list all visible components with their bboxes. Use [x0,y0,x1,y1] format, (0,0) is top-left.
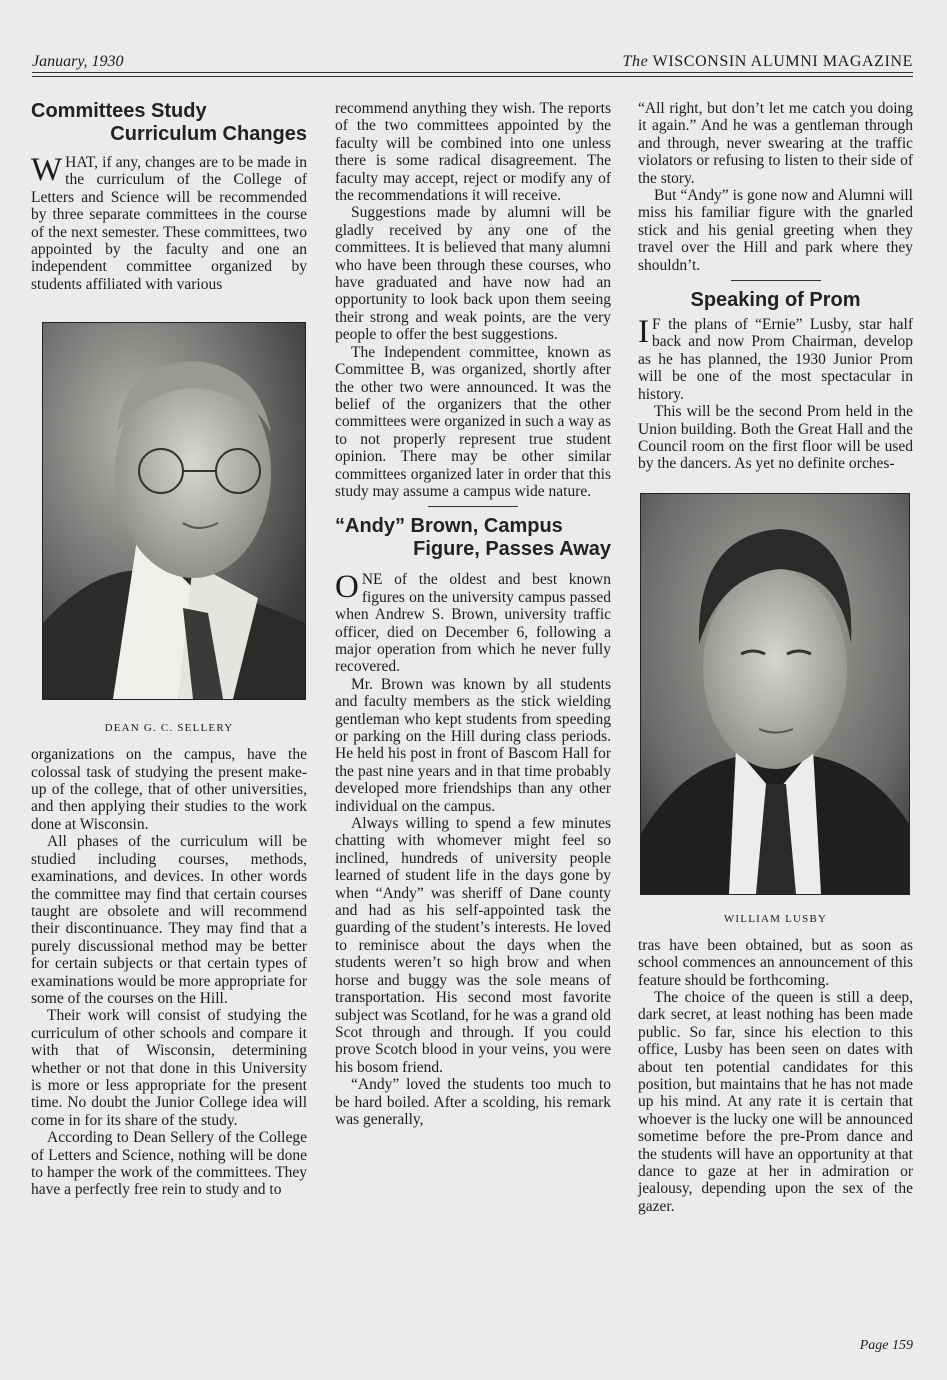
magazine-name-the: The [622,53,649,70]
article2-paragraph-2: Mr. Brown was known by all students and faculty members as the stick wielding gentleman who kept students from speeding or parking on the Hill during class periods. He held his post in front of Bascom Hall for the past nine years and in that time probably developed more friendships than any other individual on the campus. [335,675,611,815]
article2-title-line2: Figure, Passes Away [413,538,611,561]
photo-caption-sellery: DEAN G. C. SELLERY [104,722,234,735]
article1-paragraph-6: The Independent committee, known as Committee B, was organized, shortly after the other two were announced. It was the belief of the organizers that the other committees were organized in such a way as to not properly represent true student opinion. There may be other similar committees organized later in order that this study may assume a campus wide nature. [335,343,611,500]
article1-title-line2: Curriculum Changes [110,123,307,145]
article1-paragraph-1: WHAT, if any, changes are to be made in the curriculum of the College of Letters and Science will be recommended by three separate committees in the course of the next semester. These committees, two appointed by the faculty and one an independent committee organized by students affiliated with various [31,152,307,293]
article3-paragraph-3: The choice of the queen is still a deep, dark secret, at least nothing has been made public. So far, since his election to this office, Lusby has been seen on dates with about ten potential candidates for this position, but maintains that he has not made up his mind. At any rate it is certain that whoever is the lucky one will be announced sometime before the pre-Prom dance and the students will have an opportunity at that dance to gaze at her in admiration or jealousy, depending upon the sex of the gazer. [638,988,913,1215]
article3-paragraph-2: This will be the second Prom held in the Union building. Both the Great Hall and the Council room on the first floor will be used by the dancers. As yet no definite orches- [638,403,913,473]
article3-paragraph-1: I F the plans of “Ernie” Lusby, star half back and now Prom Chairman, develop as he has planned, the 1930 Junior Prom will be one of the most spectacular in history. [638,314,913,403]
photo-caption-lusby: WILLIAM LUSBY [723,912,828,925]
header-rule [32,72,913,73]
article3-paragraph-2-continued: tras have been obtained, but as soon as school commences an announcement of this feature should be forthcoming. [638,936,913,989]
article2-paragraph-1: ONE of the oldest and best known figures on the university campus passed when Andrew S. Brown, university traffic officer, died on December 6, following a major operation from which he never fully recovered. [335,569,611,676]
column-2 [335,100,611,1128]
article2-paragraph-4: “Andy” loved the students too much to be hard boiled. After a scolding, his remark was generally, [335,1076,611,1128]
column-3 [638,100,913,1215]
magazine-name-title: WISCONSIN ALUMNI MAGAZINE [652,53,913,70]
section-divider [428,506,518,507]
portrait-william-lusby [641,494,909,894]
page-number: Page 159 [859,1338,913,1353]
article2-paragraph-5: But “Andy” is gone now and Alumni will miss his familiar figure with the gnarled stick and his genial greeting when they travel over the Hill and park where they shouldn’t. [638,187,913,274]
photo-william-lusby [640,493,910,895]
article1-paragraph-2: All phases of the curriculum will be studied including courses, methods, examinations, and devices. In other words the committee may find that certain courses taught are obsolete and will recommend their discontinuance. They may find that a purely discussional method may be better for certain subjects or that certain types of examinations would be more appropriate for some of the courses on the Hill. [31,833,307,1007]
article1-paragraph-3: Their work will consist of studying the curriculum of other schools and compare it with that of Wisconsin, determining whether or not that done in this University is more or less appropriate for the present time. No doubt the Junior College idea will come in for its share of the study. [31,1007,307,1129]
issue-date: January, 1930 [32,53,124,70]
article3-title: Speaking of Prom [690,289,861,312]
drop-cap: W [31,152,63,188]
article2-title-line1: “Andy” Brown, Campus [335,515,563,538]
header-rule-thin [32,76,913,77]
portrait-dean-sellery [43,323,305,699]
column-1 [31,100,307,1199]
magazine-name [623,53,913,71]
article2-paragraph-3: Always willing to spend a few minutes chatting with whomever might feel so inclined, hundreds of university people learned of student life in the days gone by when “Andy” was sheriff of Dane county and had as his self-appointed task the guarding of the student’s interests. He loved to reminisce about the days when the students weren’t so high brow and when horse and buggy was the sole means of transportation. His second most favorite subject was Scotland, for he was a grand old Scot through and through. If you could prove Scotch blood in your veins, you were his bosom friend. [335,815,611,1076]
article1-paragraph-4: According to Dean Sellery of the College of Letters and Science, nothing will be done to hamper the work of the committees. They have a perfectly free rein to study and to [31,1129,307,1199]
article1-title-line1: Committees Study [31,100,207,122]
photo-dean-sellery [42,322,306,700]
article1-paragraph-1-continued: organizations on the campus, have the colossal task of studying the present make-up of the college, that of other universities, and then applying their studies to the work done at Wisconsin. [31,746,307,833]
section-divider [731,280,821,281]
drop-cap: I [638,314,649,351]
running-header [32,48,913,74]
drop-cap: O [335,569,359,606]
article1-paragraph-4-continued: recommend anything they wish. The reports of the two committees appointed by the faculty will be combined into one unless there is some radical disagreement. The faculty may accept, reject or modify any of the recommendations it will receive. [335,100,611,205]
article2-paragraph-4-continued: “All right, but don’t let me catch you doing it again.” And he was a gentleman through and through, never swearing at the traffic violators or refusing to listen to their side of the story. [638,100,913,187]
article1-paragraph-5: Suggestions made by alumni will be gladly received by any one of the committees. It is believed that many alumni who have been through these courses, who have graduated and have now had an opportunity to look back upon them seeing their strong and weak points, are the very people to offer the best suggestions. [335,204,611,344]
